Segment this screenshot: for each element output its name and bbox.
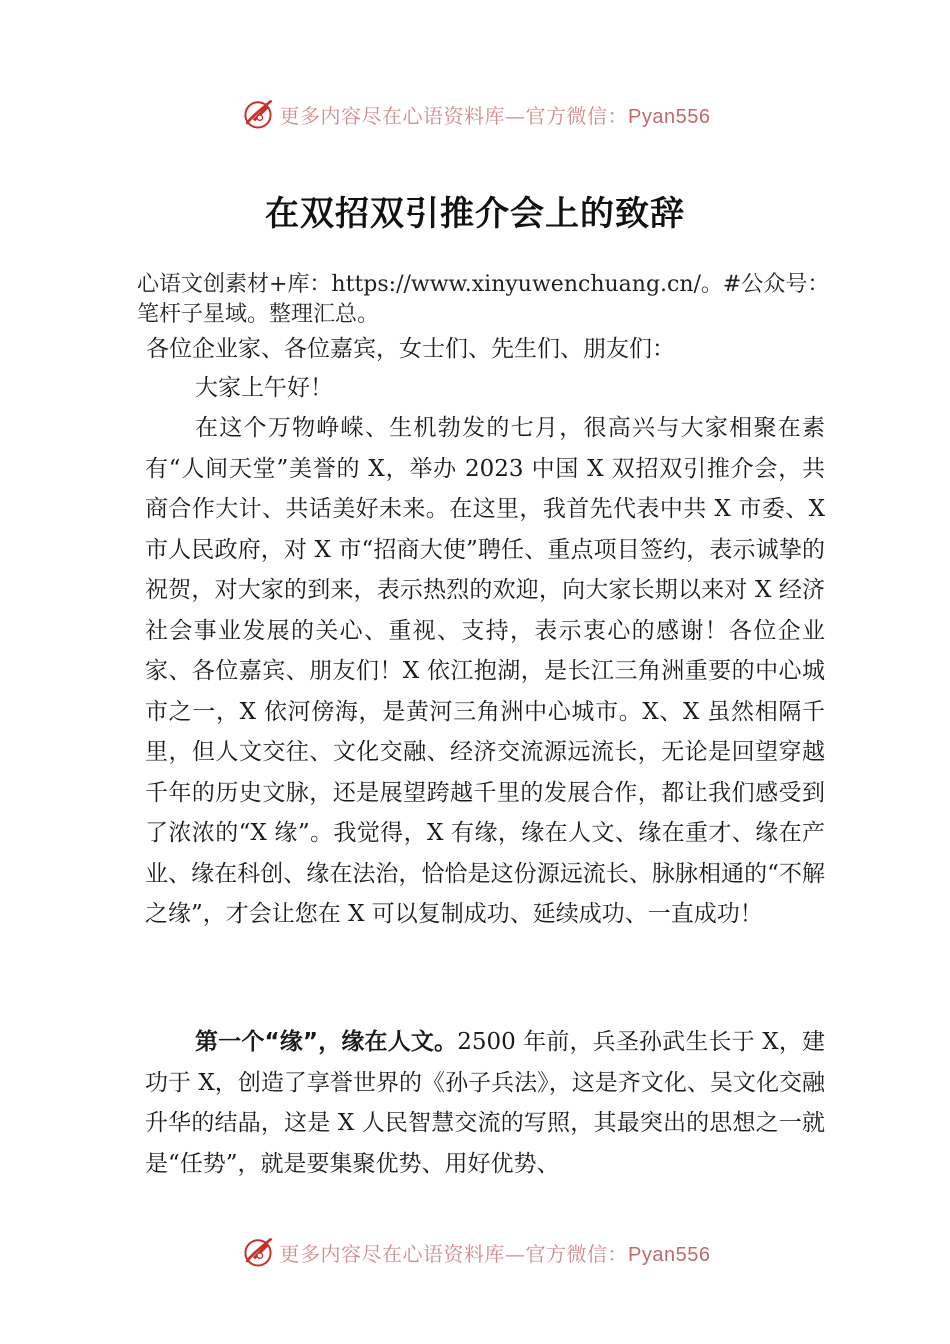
source-note: 心语文创素材+库：https://www.xinyuwenchuang.cn/。#公众号：笔杆子星域。整理汇总。 (137, 272, 830, 327)
watermark-banner-bottom (0, 1234, 950, 1270)
document-title: 在双招双引推介会上的致辞 (265, 194, 685, 234)
pen-logo-icon (240, 1234, 276, 1270)
watermark-text: 更多内容尽在心语资料库—官方微信：Pyan556 (279, 103, 711, 128)
pen-logo-icon (240, 96, 276, 132)
paragraph-first-text: 2500 年前，兵圣孙武生长于 X，建功于 X，创造了享誉世界的《孙子兵法》，这是齐文化、吴文化交融升华的结晶，这是 X 人民智慧交流的写照，其最突出的思想之一就是“任势”，就是要集聚优势、用好优势、 (145, 1029, 825, 1177)
paragraph-first-yuan (145, 1022, 825, 1184)
watermark-wechat-id: Pyan556 (628, 1243, 711, 1266)
watermark-banner-top (0, 96, 950, 132)
paragraph-hello: 大家上午好！ (195, 375, 333, 401)
watermark-wechat-id: Pyan556 (628, 105, 711, 128)
paragraph-lead-heading: 第一个“缘”，缘在人文。 (195, 1029, 458, 1055)
greeting-line: 各位企业家、各位嘉宾，女士们、先生们、朋友们： (146, 336, 675, 362)
paragraph-main: 在这个万物峥嵘、生机勃发的七月，很高兴与大家相聚在素有“人间天堂”美誉的 X，举办 2023 中国 X 双招双引推介会，共商合作大计、共话美好未来。在这里，我首先代表中共 X 市委、X 市人民政府，对 X 市“招商大使”聘任、重点项目签约，表示诚挚的祝贺，对大家的到来，表示热烈的欢迎，向大家长期以来对 X 经济社会事业发展的关心、重视、支持，表示衷心的感谢！各位企业家、各位嘉宾、朋友们！X 依江抱湖，是长江三角洲重要的中心城市之一，X 依河傍海，是黄河三角洲中心城市。X、X 虽然相隔千里，但人文交往、文化交融、经济交流源远流长，无论是回望穿越千年的历史文脉，还是展望跨越千里的发展合作，都让我们感受到了浓浓的“X 缘”。我觉得，X 有缘，缘在人文、缘在重才、缘在产业、缘在科创、缘在法治，恰恰是这份源远流长、脉脉相通的“不解之缘”，才会让您在 X 可以复制成功、延续成功、一直成功！ (145, 415, 825, 927)
watermark-text: 更多内容尽在心语资料库—官方微信：Pyan556 (279, 1241, 711, 1266)
